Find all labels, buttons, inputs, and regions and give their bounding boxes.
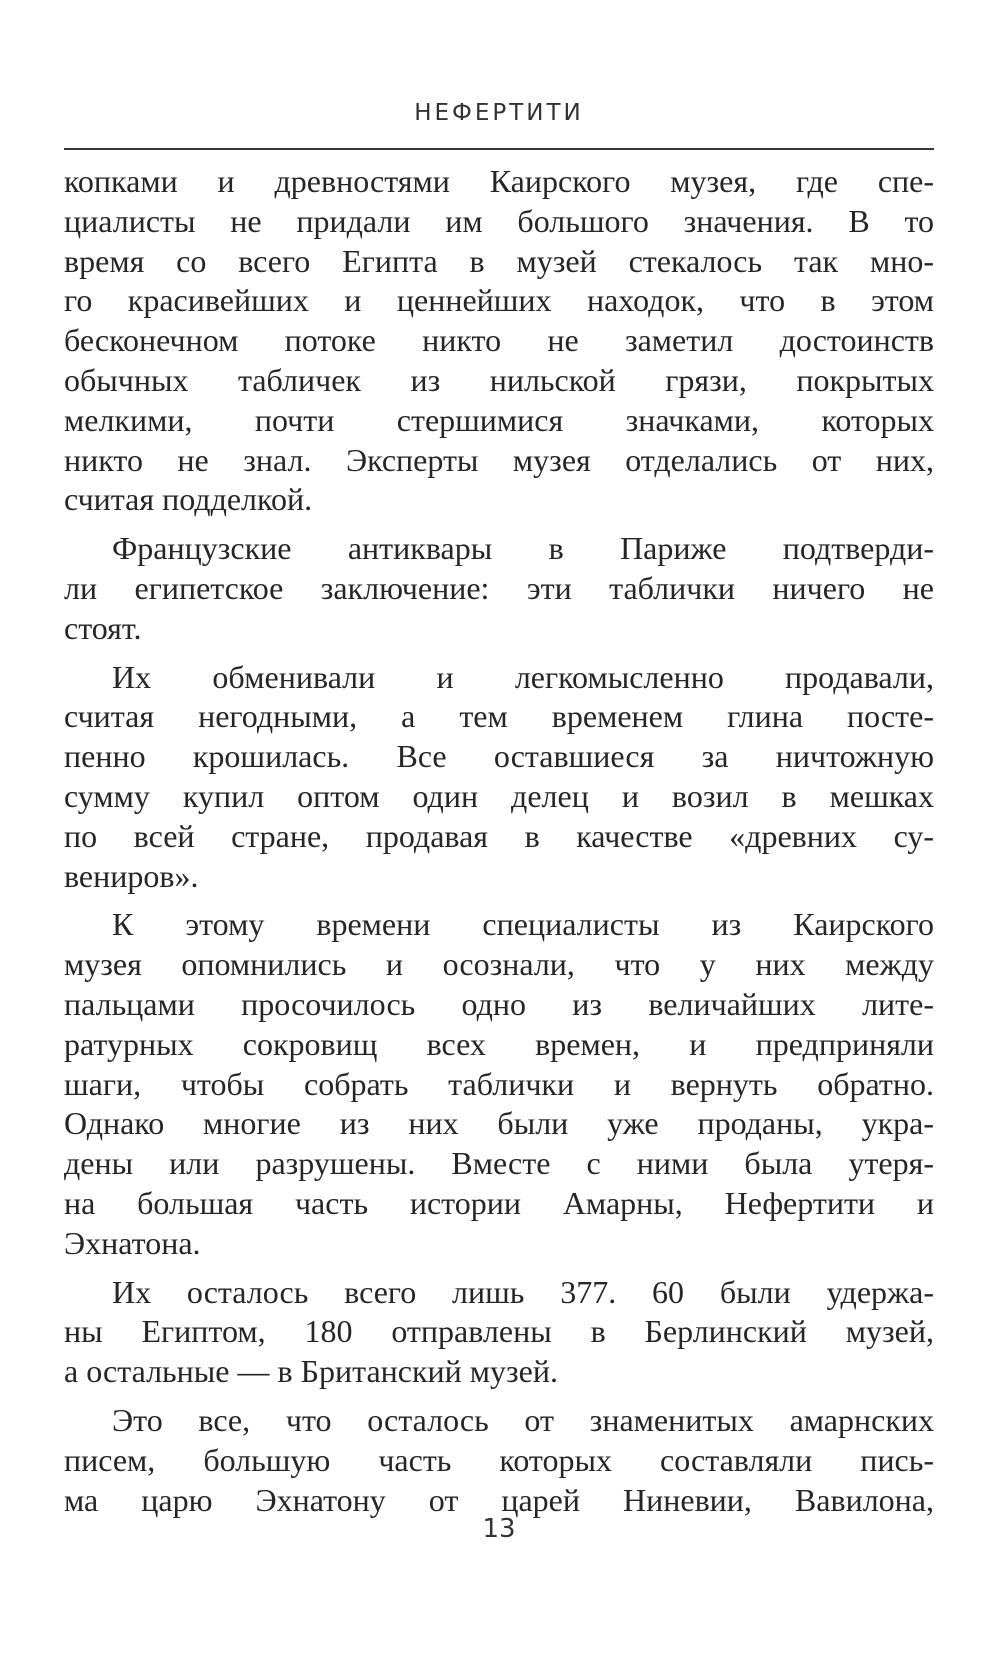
text-line: никто не знал. Эксперты музея отделались от них, (64, 441, 934, 478)
text-line: музея опомнились и осознали, что у них между (64, 946, 934, 983)
text-line: считая подделкой. (64, 481, 313, 518)
text-line: ли египетское заключение: эти таблички ничего не (64, 569, 934, 606)
text-line: Их осталось всего лишь 377. 60 были удержа- (112, 1273, 934, 1310)
text-line: бесконечном потоке никто не заметил достоинств (64, 322, 934, 359)
paragraph (64, 905, 934, 1263)
text-line: пенно крошилась. Все оставшиеся за ничтожную (64, 738, 934, 775)
text-line: копками и древностями Каирского музея, где спе- (64, 163, 934, 199)
text-line: Однако многие из них были уже проданы, укра- (64, 1105, 934, 1142)
text-line: на большая часть истории Амарны, Нефертити и (64, 1184, 934, 1221)
body-text (64, 162, 934, 1529)
text-line: писем, большую часть которых составляли пись- (64, 1441, 934, 1478)
text-line: обычных табличек из нильской грязи, покрытых (64, 361, 934, 398)
text-line: считая негодными, а тем временем глина посте- (64, 698, 934, 735)
text-line: К этому времени специалисты из Каирского (112, 906, 934, 943)
text-line: сумму купил оптом один делец и возил в мешках (64, 777, 934, 814)
paragraph (64, 162, 934, 520)
text-line: Их обменивали и легкомысленно продавали, (112, 658, 934, 695)
text-line: ны Египтом, 180 отправлены в Берлинский музей, (64, 1313, 934, 1350)
text-line: шаги, чтобы собрать таблички и вернуть обратно. (64, 1065, 934, 1102)
paragraph (64, 1401, 934, 1520)
text-line: ма царю Эхнатону от царей Ниневии, Вавилона, (64, 1481, 934, 1518)
text-line: ратурных сокровищ всех времен, и предприняли (64, 1025, 934, 1062)
text-line: пальцами просочилось одно из величайших лите- (64, 985, 934, 1022)
running-head-title: НЕФЕРТИТИ (414, 100, 584, 126)
text-line: стоят. (64, 609, 142, 646)
paragraph (64, 1273, 934, 1392)
text-line: время со всего Египта в музей стекалось так мно- (64, 242, 934, 279)
text-line: по всей стране, продавая в качестве «древних су- (64, 817, 934, 854)
text-line: а остальные — в Британский музей. (64, 1353, 558, 1390)
text-line: мелкими, почти стершимися значками, которых (64, 401, 934, 438)
text-line: циалисты не придали им большого значения. В то (64, 202, 934, 239)
text-line: Эхнатона. (64, 1224, 201, 1261)
text-line: Это все, что осталось от знаменитых амарнских (112, 1401, 934, 1438)
page-number: 13 (482, 1514, 516, 1544)
text-line: дены или разрушены. Вместе с ними была утеря- (64, 1145, 934, 1182)
header-rule (64, 148, 934, 150)
text-line: Французские антиквары в Париже подтверди- (112, 530, 934, 567)
paragraph (64, 658, 934, 897)
text-line: го красивейших и ценнейших находок, что в этом (64, 282, 934, 319)
text-line: вениров». (64, 857, 199, 894)
paragraph (64, 529, 934, 648)
